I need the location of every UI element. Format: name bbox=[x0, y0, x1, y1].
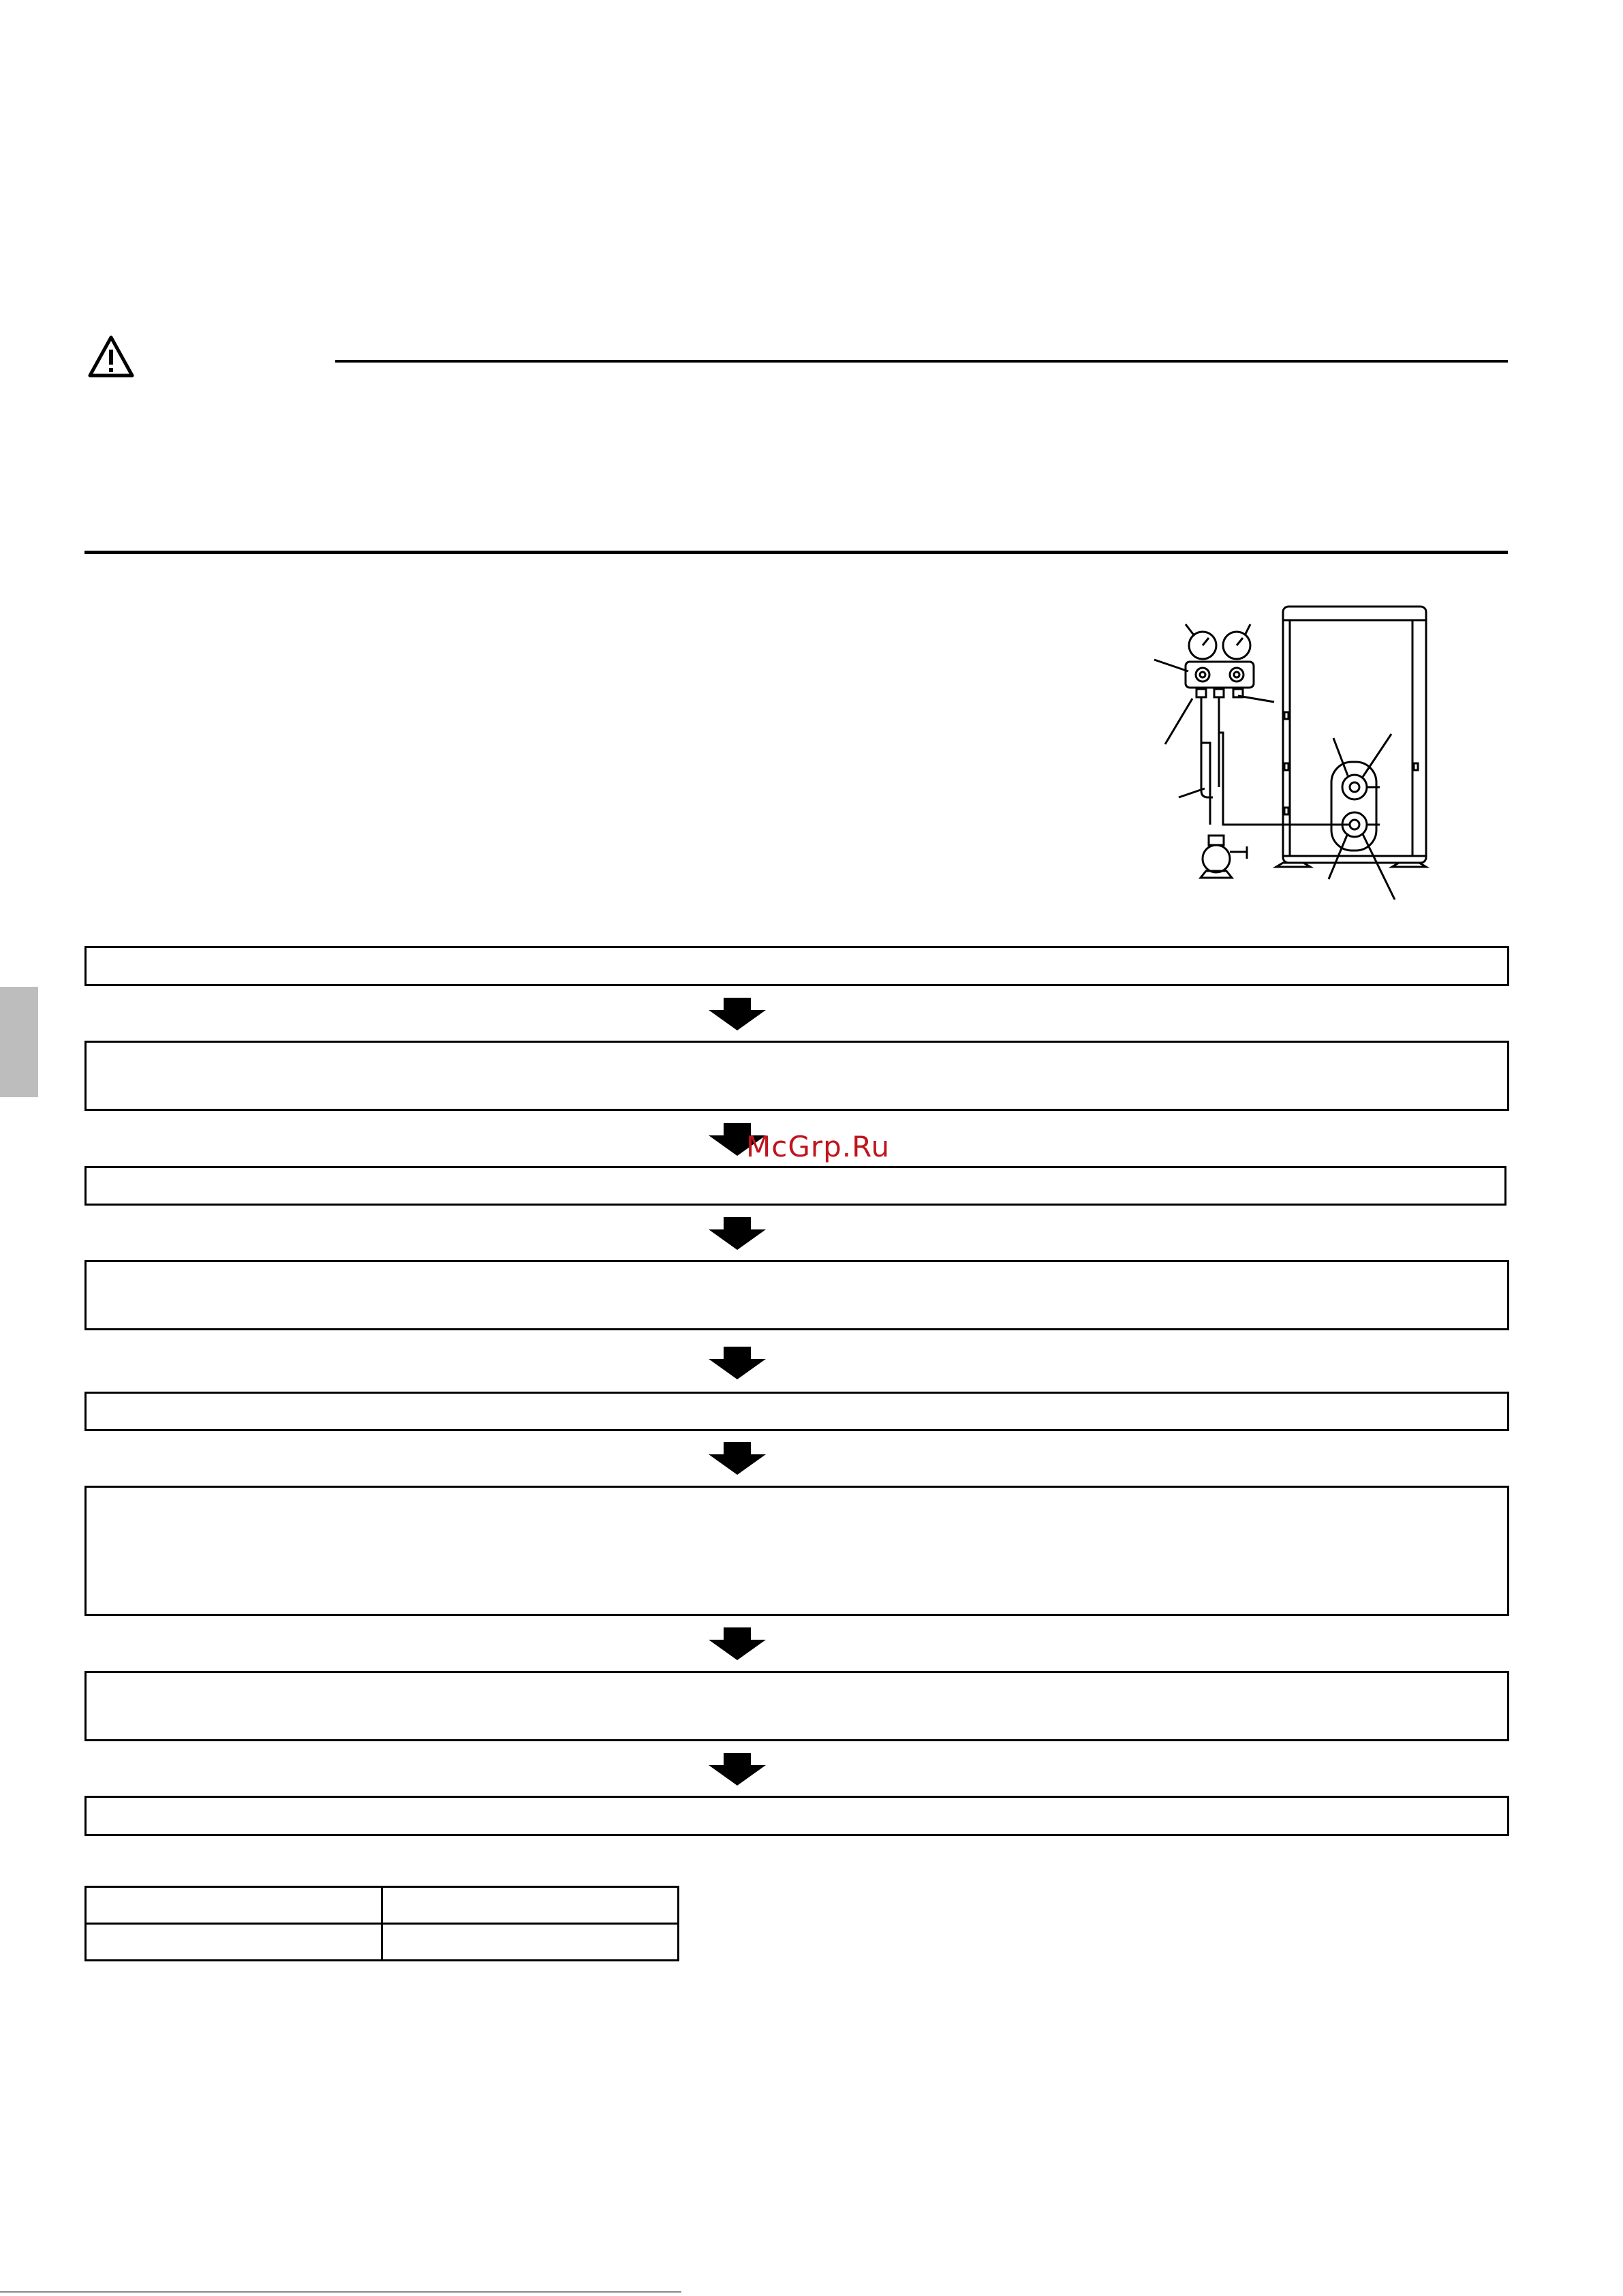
gauge-manifold-diagram bbox=[1145, 600, 1458, 900]
flow-step-3 bbox=[84, 1166, 1506, 1206]
table-cell bbox=[86, 1887, 382, 1924]
gas-service-valve bbox=[1342, 775, 1367, 799]
flow-step-4 bbox=[84, 1260, 1509, 1330]
side-chapter-tab bbox=[0, 987, 38, 1097]
table-cell bbox=[382, 1924, 679, 1961]
down-arrow-icon bbox=[709, 998, 766, 1030]
table-row bbox=[86, 1924, 679, 1961]
flow-step-7 bbox=[84, 1671, 1509, 1741]
table-row bbox=[86, 1887, 679, 1924]
spec-table bbox=[84, 1886, 679, 1961]
flow-step-2 bbox=[84, 1041, 1509, 1111]
down-arrow-icon bbox=[709, 1753, 766, 1786]
table-cell bbox=[86, 1924, 382, 1961]
warning-triangle-icon bbox=[87, 335, 135, 378]
down-arrow-icon bbox=[709, 1442, 766, 1475]
down-arrow-icon bbox=[709, 1627, 766, 1660]
section-divider-rule bbox=[84, 551, 1508, 554]
footer-rule bbox=[0, 2291, 681, 2293]
flow-step-8 bbox=[84, 1796, 1509, 1836]
down-arrow-icon bbox=[709, 1217, 766, 1250]
down-arrow-icon bbox=[709, 1347, 766, 1379]
warning-header-rule bbox=[335, 360, 1508, 363]
table-cell bbox=[382, 1887, 679, 1924]
flow-step-6 bbox=[84, 1486, 1509, 1616]
vacuum-pump bbox=[1203, 845, 1230, 872]
watermark: McGrp.Ru bbox=[746, 1130, 891, 1163]
flow-step-1 bbox=[84, 946, 1509, 986]
flow-step-5 bbox=[84, 1392, 1509, 1431]
